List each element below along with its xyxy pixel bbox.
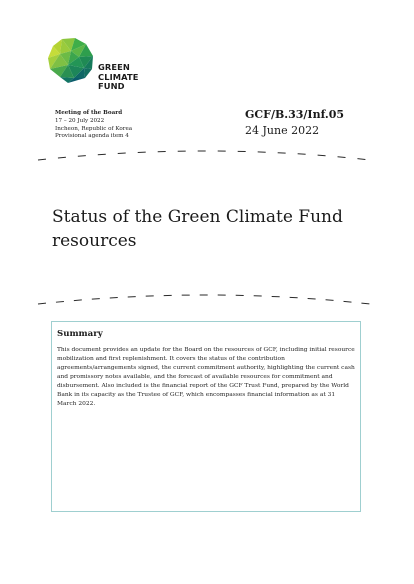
document-number: GCF/B.33/Inf.05: [245, 108, 345, 121]
summary-text: This document provides an update for the Board on the resources of GCF, including initial resource mobilization and first replenishment. It covers the status of the contribution agreements/arrangements signed, the current commitment authority, highlighting the current cash and promissory notes available, and the forecast of available resources for commitment and disbursement. Also included is the financial report of the GCF Trust Fund, prepared by the World Bank in its capacity as the Trustee of GCF, which encompasses financial information as at 31 March 2022.: [57, 347, 355, 407]
globe-icon: [48, 38, 94, 84]
dashed-rule-top: [0, 148, 414, 164]
agenda-item: Provisional agenda item 4: [55, 133, 129, 140]
document-title: Status of the Green Climate Fund resources: [52, 207, 343, 251]
meeting-dates: 17 – 20 July 2022: [55, 117, 105, 124]
meeting-title: Meeting of the Board: [55, 110, 123, 116]
gcf-logo: [48, 38, 148, 98]
dashed-rule-bottom: [0, 292, 414, 308]
summary-box: [51, 321, 361, 512]
logo-wordmark: GREEN CLIMATE FUND: [98, 62, 139, 92]
meeting-info: [55, 110, 132, 141]
summary-heading: Summary: [57, 329, 103, 339]
meeting-location: Incheon, Republic of Korea: [55, 125, 133, 132]
document-date: 24 June 2022: [245, 124, 320, 137]
document-reference: [245, 108, 344, 138]
